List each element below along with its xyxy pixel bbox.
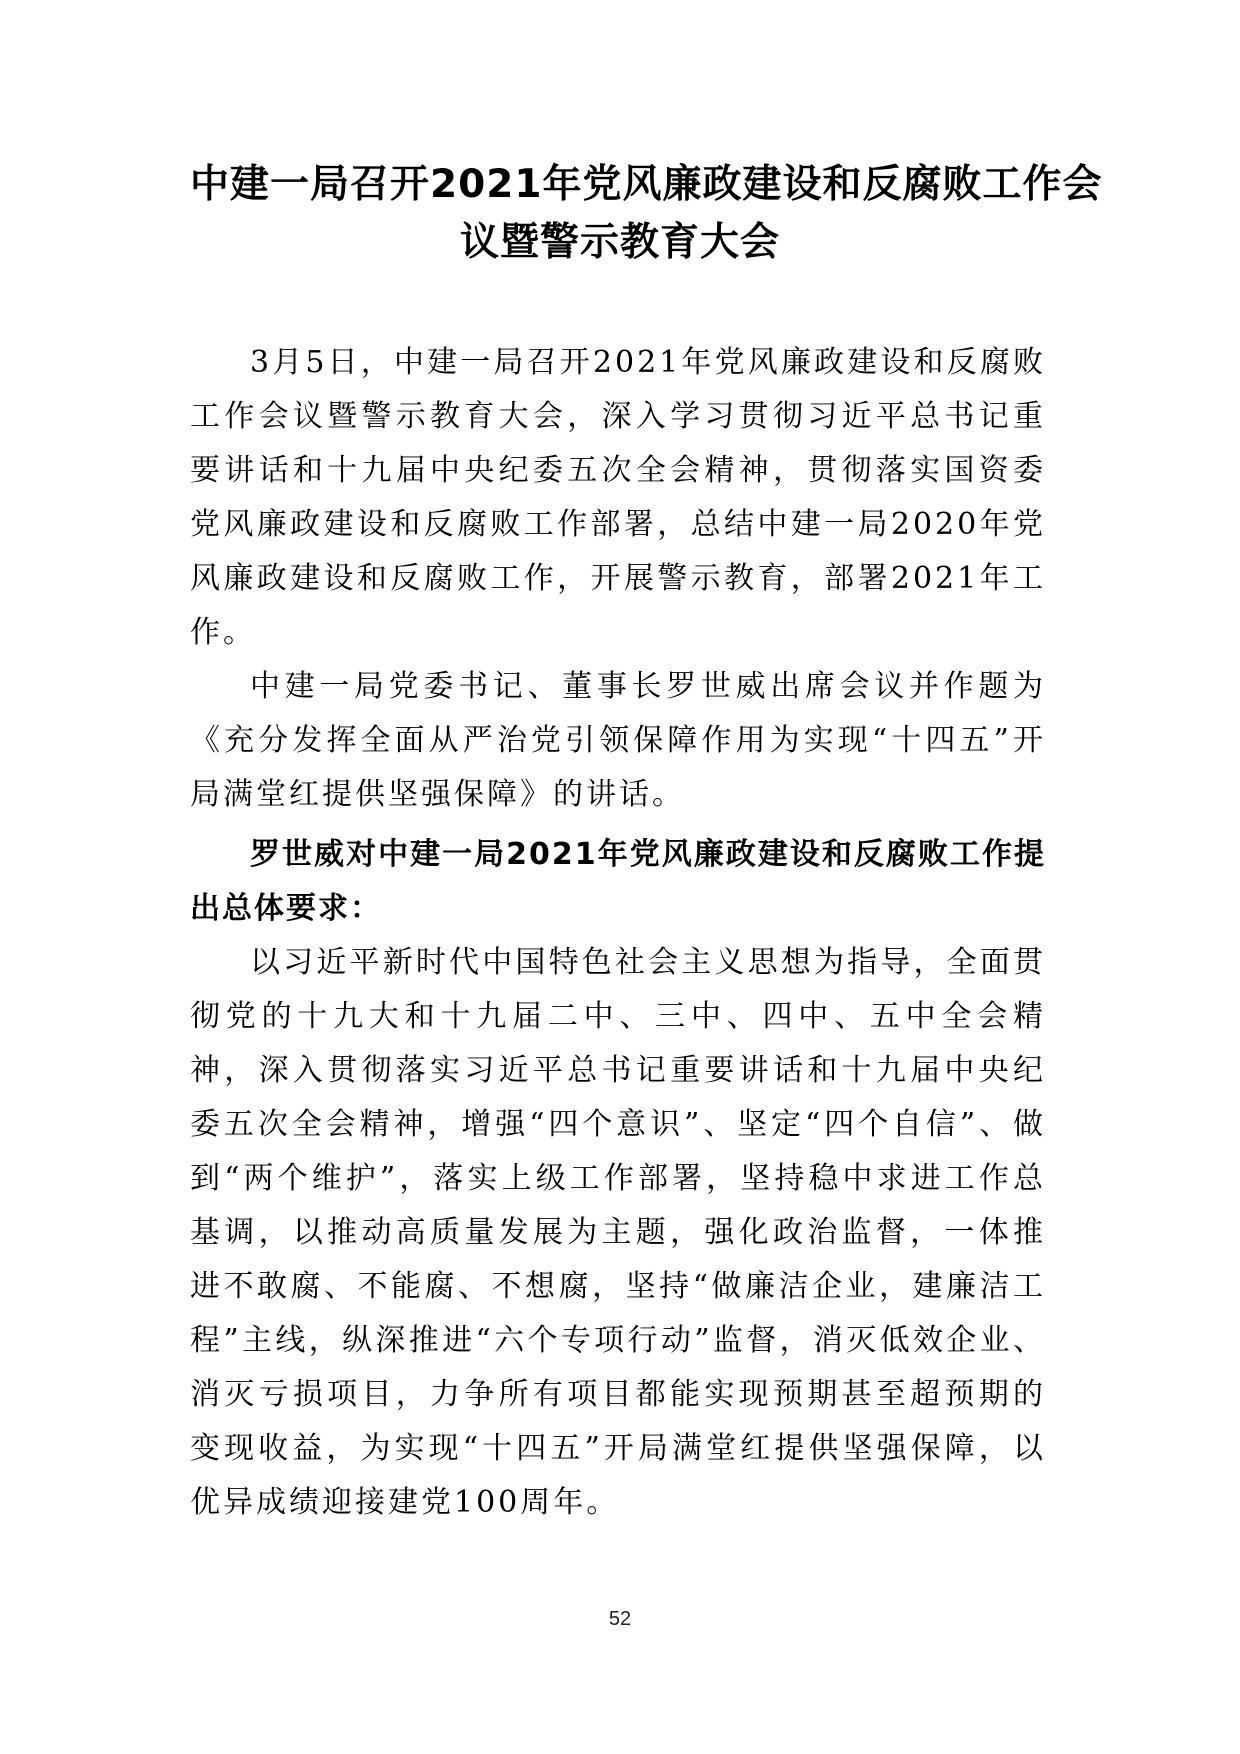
page-number: 52 (608, 1608, 632, 1630)
document-body (190, 336, 1046, 1530)
paragraph-requirements-heading: 罗世威对中建一局2021年党风廉政建设和反腐败工作提出总体要求： (190, 837, 1046, 926)
paragraph-requirements-detail: 以习近平新时代中国特色社会主义思想为指导，全面贯彻党的十九大和十九届二中、三中、四中、五中全会精神，深入贯彻落实习近平总书记重要讲话和十九届中央纪委五次全会精神，增强“四个意识”、坚定“四个自信”、做到“两个维护”，落实上级工作部署，坚持稳中求进工作总基调，以推动高质量发展为主题，强化政治监督，一体推进不敢腐、不能腐、不想腐，坚持“做廉洁企业，建廉洁工程”主线，纵深推进“六个专项行动”监督，消灭低效企业、消灭亏损项目，力争所有项目都能实现预期甚至超预期的变现收益，为实现“十四五”开局满堂红提供坚强保障，以优异成绩迎接建党100周年。 (190, 945, 1046, 1520)
title-line-1: 中建一局召开2021年党风廉政建设和反腐败工作会 (190, 162, 1103, 207)
document-title (190, 156, 1103, 272)
paragraph-speech-title: 中建一局党委书记、董事长罗世威出席会议并作题为《充分发挥全面从严治党引领保障作用为实现“十四五”开局满堂红提供坚强保障》的讲话。 (190, 669, 1046, 812)
paragraph-meeting-summary: 3月5日，中建一局召开2021年党风廉政建设和反腐败工作会议暨警示教育大会，深入学习贯彻习近平总书记重要讲话和十九届中央纪委五次全会精神，贯彻落实国资委党风廉政建设和反腐败工作部署，总结中建一局2020年党风廉政建设和反腐败工作，开展警示教育，部署2021年工作。 (190, 345, 1046, 650)
title-line-2: 议暨警示教育大会 (459, 220, 780, 265)
